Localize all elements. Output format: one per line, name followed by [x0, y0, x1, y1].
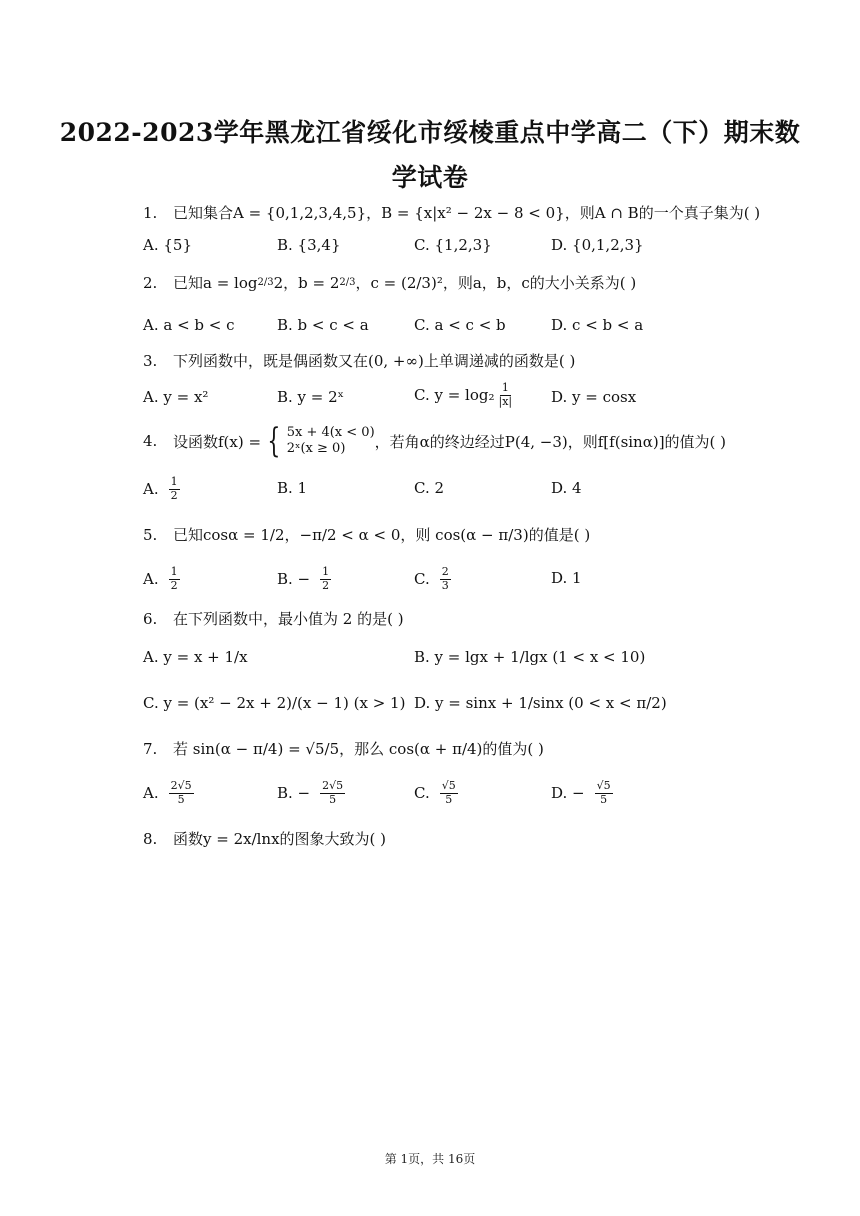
question-text: 已知集合A = {0,1,2,3,4,5}，B = {x|x² − 2x − 8 < 0}，则A ∩ B的一个真子集为( ): [173, 204, 761, 222]
option-d: D. − $\frac{√5}{5}$: [551, 779, 611, 806]
option-b: B. − $\frac{1}{2}$: [277, 565, 330, 592]
denominator: 5: [177, 792, 185, 806]
denominator: 5: [600, 792, 608, 806]
fraction: [440, 566, 451, 592]
fraction: [497, 382, 515, 408]
option-c: [414, 382, 516, 408]
question-text: 函数y = 2x/lnx的图象大致为( ): [173, 830, 387, 848]
option-b: B. y = 2ˣ: [277, 388, 345, 406]
numerator: 2√5: [170, 779, 192, 792]
denominator: 5: [445, 792, 453, 806]
case-1: 5x + 4(x < 0): [286, 424, 375, 440]
option-c: C. y = (x² − 2x + 2)/(x − 1) (x > 1): [143, 694, 406, 712]
question-2: [143, 272, 636, 293]
fraction: [169, 476, 180, 502]
option-a: A. $\frac{2√5}{5}$: [143, 779, 192, 806]
brace-icon: {: [267, 421, 281, 461]
option-b: B. b < c < a: [277, 316, 369, 334]
question-4: [143, 421, 727, 461]
page-title-line2: 学试卷: [391, 163, 469, 192]
question-number: 7.: [143, 739, 158, 758]
option-c: C. {1,2,3}: [414, 236, 492, 254]
question-number: 4.: [143, 432, 158, 450]
question-text: [173, 421, 727, 461]
page-footer: 第 1页，共 16页: [384, 1152, 476, 1166]
denominator: 3: [441, 578, 449, 592]
option-b: B. 1: [277, 479, 308, 497]
option-a: A. a < b < c: [143, 316, 235, 334]
numerator: 2: [441, 565, 449, 578]
option-a: A. $\frac{1}{2}$: [143, 475, 178, 502]
question-number: 3.: [143, 351, 158, 370]
question-number: 5.: [143, 525, 158, 544]
option-c: C. 2: [414, 479, 445, 497]
piecewise-function: [263, 421, 375, 461]
option-d: D. y = sinx + 1/sinx (0 < x < π/2): [414, 694, 667, 712]
question-3: [143, 350, 575, 371]
fraction: [320, 780, 345, 806]
numerator: √5: [596, 779, 611, 792]
fraction: [440, 780, 458, 806]
option-d: D. 4: [551, 479, 582, 497]
question-text-part: 2，b = 2: [273, 274, 340, 292]
fraction: [595, 780, 613, 806]
option-a: A. {5}: [143, 236, 192, 254]
question-number: 2.: [143, 273, 158, 292]
log-base: 2/3: [257, 277, 274, 288]
question-text-part: ，若角α的终边经过P(4, −3)，则f[f(sinα)]的值为( ): [374, 432, 727, 451]
question-text: 已知cosα = 1/2，−π/2 < α < 0，则 cos(α − π/3)的值是( ): [173, 526, 591, 544]
question-number: 8.: [143, 829, 158, 848]
option-text: C. y = log₂: [414, 386, 495, 405]
option-b: B. y = lgx + 1/lgx (1 < x < 10): [414, 648, 646, 666]
numerator: 1: [322, 565, 330, 578]
question-number: 6.: [143, 609, 158, 628]
denominator: 2: [170, 578, 178, 592]
option-b: B. {3,4}: [277, 236, 341, 254]
numerator: 2√5: [322, 779, 344, 792]
numerator: 1: [170, 565, 178, 578]
option-c: C. $\frac{√5}{5}$: [414, 779, 456, 806]
option-d: D. 1: [551, 569, 582, 587]
numerator: 1: [170, 475, 178, 488]
question-text-part: 已知a = log: [173, 274, 258, 292]
fraction: [169, 566, 180, 592]
numerator: √5: [441, 779, 456, 792]
option-d: D. {0,1,2,3}: [551, 236, 644, 254]
denominator: 2: [170, 488, 178, 502]
option-c: C. a < c < b: [414, 316, 506, 334]
question-5: [143, 524, 590, 545]
option-b: B. − $\frac{2√5}{5}$: [277, 779, 344, 806]
numerator: 1: [501, 381, 509, 394]
denominator: |x|: [498, 394, 513, 408]
option-d: D. y = cosx: [551, 388, 637, 406]
question-text: 在下列函数中，最小值为 2 的是( ): [173, 610, 404, 628]
option-d: D. c < b < a: [551, 316, 644, 334]
option-a: A. y = x²: [143, 388, 209, 406]
question-number: 1.: [143, 203, 158, 222]
question-text: [173, 272, 636, 293]
fraction: [320, 566, 331, 592]
question-text-part: 设函数f(x) =: [173, 432, 262, 451]
exponent: 2/3: [339, 277, 356, 288]
page-title-line1: 2022-2023学年黑龙江省绥化市绥棱重点中学高二（下）期末数: [59, 118, 801, 147]
denominator: 5: [329, 792, 337, 806]
option-a: A. y = x + 1/x: [143, 648, 248, 666]
option-c: C. $\frac{2}{3}$: [414, 565, 449, 592]
question-text: 若 sin(α − π/4) = √5/5，那么 cos(α + π/4)的值为( ): [173, 740, 544, 758]
question-1: [143, 202, 760, 223]
option-a: A. $\frac{1}{2}$: [143, 565, 178, 592]
case-2: 2ˣ(x ≥ 0): [286, 441, 346, 456]
denominator: 2: [322, 578, 330, 592]
question-6: [143, 608, 404, 629]
fraction: [169, 780, 194, 806]
question-text-part: ，c = (2/3)²，则a，b，c的大小关系为( ): [355, 274, 637, 292]
question-8: [143, 828, 386, 849]
question-7: [143, 738, 544, 759]
question-text: 下列函数中，既是偶函数又在(0, +∞)上单调递减的函数是( ): [173, 352, 576, 370]
